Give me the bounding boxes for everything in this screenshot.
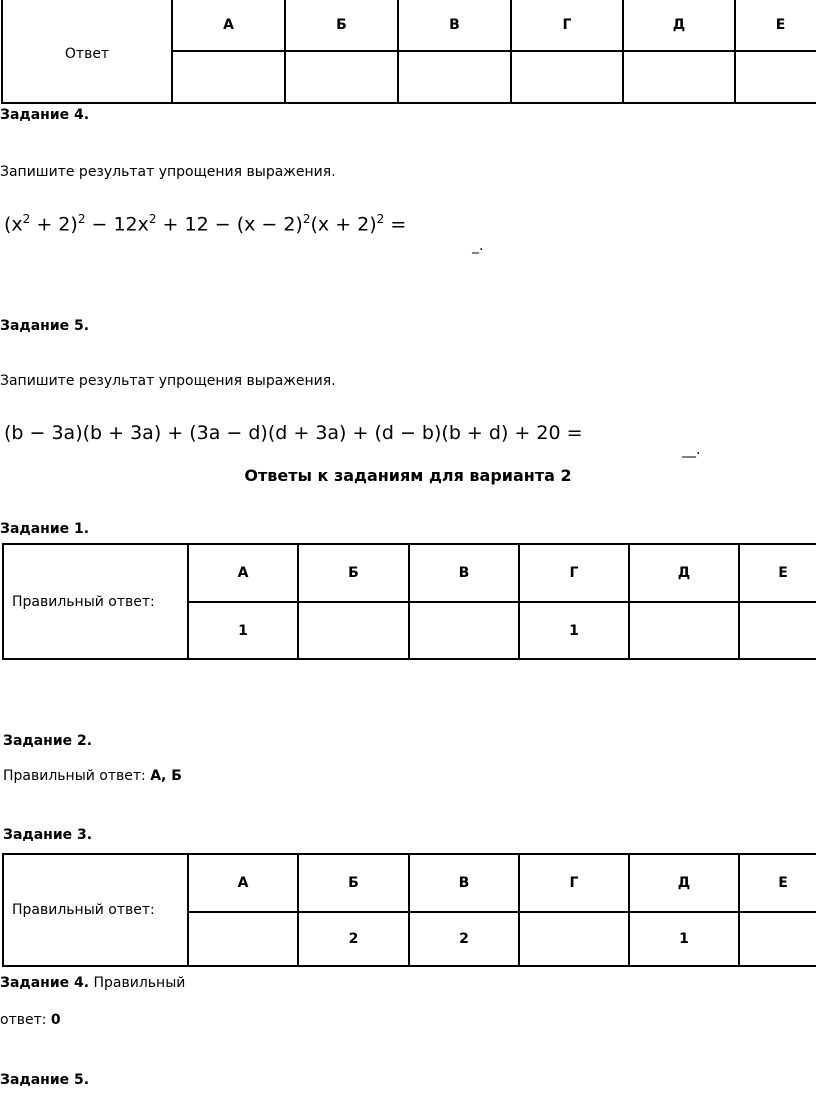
answer-cell-d[interactable] xyxy=(623,51,735,103)
answer-label: Ответ xyxy=(2,0,172,103)
answer2-prefix: Правильный ответ: xyxy=(3,768,151,784)
answer3-header-e: Е xyxy=(739,854,816,912)
answer2-value: А, Б xyxy=(150,768,182,784)
answer4-heading: Задание 4. xyxy=(0,975,90,991)
column-header-a: А xyxy=(172,0,285,51)
answer4-line2 xyxy=(0,1012,61,1028)
answer-cell-b[interactable] xyxy=(285,51,398,103)
answer3-value-g xyxy=(519,912,629,966)
answer4-prefix: ответ: xyxy=(0,1012,51,1028)
task4-expression: $(x^2 + 2)^2 - 12x^2 + 12 - (x - 2)^2(x + 2)^2$ = xyxy=(4,212,407,236)
answer-cell-a[interactable] xyxy=(172,51,285,103)
answer1-value-v xyxy=(409,602,519,659)
answer1-value-a: 1 xyxy=(188,602,298,659)
answer1-header-g: Г xyxy=(519,544,629,602)
answer1-value-g: 1 xyxy=(519,602,629,659)
answer3-header-v: В xyxy=(409,854,519,912)
answer3-heading: Задание 3. xyxy=(3,827,93,843)
answer4-value: 0 xyxy=(50,1012,61,1028)
answer4-text: Правильный xyxy=(89,975,186,991)
answer3-header-g: Г xyxy=(519,854,629,912)
answer1-header-d: Д xyxy=(629,544,739,602)
answer5-heading: Задание 5. xyxy=(0,1072,90,1088)
answer3-value-b: 2 xyxy=(298,912,409,966)
answer1-label: Правильный ответ: xyxy=(3,544,188,659)
task4-text: Запишите результат упрощения выражения. xyxy=(0,164,336,180)
task5-text: Запишите результат упрощения выражения. xyxy=(0,373,336,389)
answer3-value-e xyxy=(739,912,816,966)
task4-heading: Задание 4. xyxy=(0,107,90,123)
task5-heading: Задание 5. xyxy=(0,318,90,334)
answer1-value-e xyxy=(739,602,816,659)
answer3-label: Правильный ответ: xyxy=(3,854,188,966)
task4-answer-blank[interactable]: _. xyxy=(472,238,484,254)
answer1-value-d xyxy=(629,602,739,659)
answer3-table xyxy=(2,853,816,967)
column-header-d: Д xyxy=(623,0,735,51)
task5-answer-blank[interactable]: __. xyxy=(682,442,701,458)
answer-cell-e[interactable] xyxy=(735,51,816,103)
answer3-value-d: 1 xyxy=(629,912,739,966)
answer1-heading: Задание 1. xyxy=(0,521,90,537)
answer2-heading: Задание 2. xyxy=(3,733,93,749)
column-header-v: В xyxy=(398,0,511,51)
answer3-value-v: 2 xyxy=(409,912,519,966)
answer1-value-b xyxy=(298,602,409,659)
answer-cell-g[interactable] xyxy=(511,51,623,103)
answer3-value-a xyxy=(188,912,298,966)
answers-section-title: Ответы к заданиям для варианта 2 xyxy=(244,466,572,485)
answer1-header-a: А xyxy=(188,544,298,602)
task3-answer-table xyxy=(1,0,816,104)
answer3-header-a: А xyxy=(188,854,298,912)
task5-expression: (b − 3a)(b + 3a) + (3a − d)(d + 3a) + (d − b)(b + d) + 20 = xyxy=(4,422,583,444)
answer3-header-b: Б xyxy=(298,854,409,912)
answer1-table xyxy=(2,543,816,660)
answer3-header-d: Д xyxy=(629,854,739,912)
answer1-header-b: Б xyxy=(298,544,409,602)
column-header-g: Г xyxy=(511,0,623,51)
answer1-header-v: В xyxy=(409,544,519,602)
answer1-header-e: Е xyxy=(739,544,816,602)
answer2-line xyxy=(3,768,182,784)
column-header-e: Е xyxy=(735,0,816,51)
column-header-b: Б xyxy=(285,0,398,51)
answer4-line1 xyxy=(0,975,185,991)
answer-cell-v[interactable] xyxy=(398,51,511,103)
